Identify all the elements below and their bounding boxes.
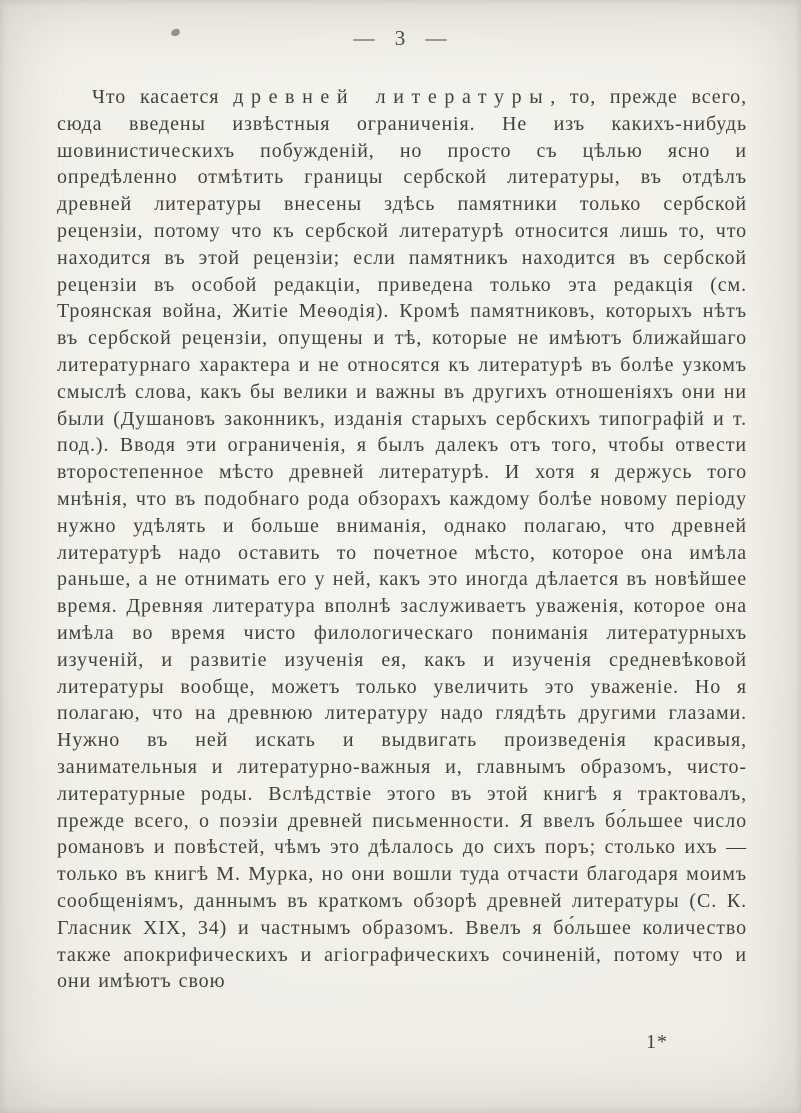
page-number: — 3 — <box>353 26 448 50</box>
body-paragraph <box>57 84 747 995</box>
spaced-emphasis-phrase: древней литературы <box>233 86 551 108</box>
printer-signature-mark: 1* <box>646 1031 668 1053</box>
paragraph-rest: , то, прежде всего, сюда введены извѣстныя ограниченія. Не изъ какихъ-нибудь шовинистическихъ побужденій, но просто съ цѣлью ясно и опредѣленно отмѣтить границы сербской литературы, въ отдѣлъ древней литературы внесены здѣсь памятники только сербской рецензіи, потому что къ сербской литературѣ относится лишь то, что находится въ этой рецензіи; если памятникъ находится въ сербской рецензіи въ особой редакціи, приведена только эта редакція (см. Троянская война, Житіе Меѳодія). Кромѣ памятниковъ, которыхъ нѣтъ въ сербской рецензіи, опущены и тѣ, которые не имѣютъ ближайшаго литературнаго характера и не относятся къ литературѣ въ болѣе узкомъ смыслѣ слова, какъ бы велики и важны въ другихъ отношеніяхъ они ни были (Душановъ законникъ, изданія старыхъ сербскихъ типографій и т. под.). Вводя эти ограниченія, я былъ далекъ отъ того, чтобы отвести второстепенное мѣсто древней литературѣ. И хотя я держусь того мнѣнія, что въ подобнаго рода обзорахъ каждому болѣе новому періоду нужно удѣлять и больше вниманія, однако полагаю, что древней литературѣ надо оставить то почетное мѣсто, которое она имѣла раньше, а не отнимать его у ней, какъ это иногда дѣлается въ новѣйшее время. Древняя литература вполнѣ заслуживаетъ уваженія, которое она имѣла во время чисто филологическаго пониманія литературныхъ изученій, и развитіе изученія ея, какъ и изученія средневѣковой литературы вообще, можетъ только увеличить это уваженіе. Но я полагаю, что на древнюю литературу надо глядѣть другими глазами. Нужно въ ней искать и выдвигать произведенія красивыя, занимательныя и литературно-важныя и, главнымъ образомъ, чисто-литературные роды. Вслѣдствіе этого въ этой книгѣ я трактовалъ, прежде всего, о поэзіи древней письменности. Я ввелъ бо́льшее число романовъ и повѣстей, чѣмъ это дѣлалось до сихъ поръ; столько ихъ — только въ книгѣ М. Мурка, но они вошли туда отчасти благодаря моимъ сообщеніямъ, даннымъ въ краткомъ обзорѣ древней литературы (С. К. Гласник XIX, 34) и частнымъ образомъ. Ввелъ я бо́льшее количество также апокрифическихъ и агіографическихъ сочиненій, потому что и они имѣютъ свою <box>57 86 747 993</box>
paragraph-lead: Что касается <box>92 86 234 108</box>
